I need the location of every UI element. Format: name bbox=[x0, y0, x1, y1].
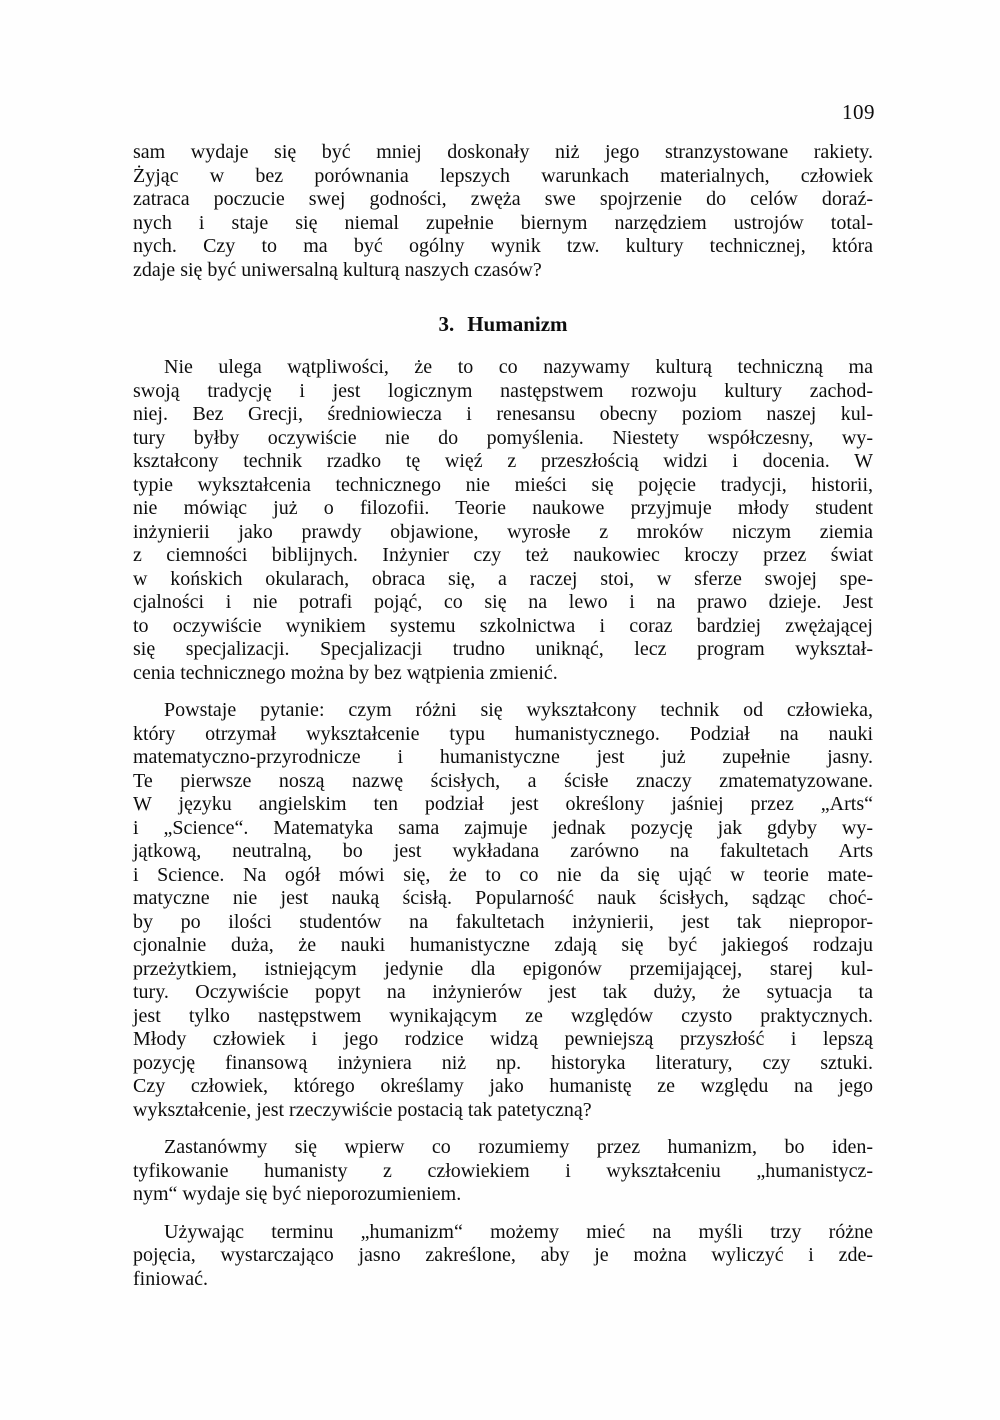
text-line: zdaje się być uniwersalną kulturą naszych czasów? bbox=[133, 258, 542, 281]
text-line: tyfikowanie humanisty z człowiekiem i wykształceniu „humanistycz- bbox=[133, 1159, 873, 1182]
text-line: w końskich okularach, obraca się, a raczej stoi, w sferze swojej spe- bbox=[133, 567, 873, 590]
text-line: finiować. bbox=[133, 1267, 208, 1290]
text-line: nych. Czy to ma być ogólny wynik tzw. kultury technicznej, która bbox=[133, 235, 873, 257]
text-line: Żyjąc w bez porównania lepszych warunkach materialnych, człowiek bbox=[133, 164, 873, 187]
text-column bbox=[133, 141, 873, 1291]
text-line: przeżytkiem, istniejącym jedynie dla epigonów przemijającej, starej kul- bbox=[133, 957, 873, 980]
page-number: 109 bbox=[842, 100, 875, 124]
paragraph bbox=[133, 1221, 873, 1292]
section-title: Humanizm bbox=[467, 312, 568, 336]
paragraph bbox=[133, 356, 873, 685]
intro-paragraph-host bbox=[133, 141, 873, 282]
text-line: cjalności i nie potrafi pojąć, co się na lewo i na prawo dzieje. Jest bbox=[133, 591, 873, 613]
text-line: inżynierii jako prawdy objawione, wyrosłe z mroków niczym ziemia bbox=[133, 520, 873, 543]
text-line: matematyczno-przyrodnicze i humanistyczne jest już zupełnie jasny. bbox=[133, 746, 873, 768]
text-line: i Science. Na ogół mówi się, że to co nie da się ująć w teorie mate- bbox=[133, 863, 873, 886]
text-line: niej. Bez Grecji, średniowiecza i renesansu obecny poziom naszej kul- bbox=[133, 403, 873, 425]
text-line: z ciemności biblijnych. Inżynier czy też naukowiec kroczy przez świat bbox=[133, 544, 873, 566]
text-line: jest tylko następstwem wynikającym ze względów czysto praktycznych. bbox=[133, 1004, 873, 1027]
text-line: Używając terminu „humanizm“ możemy mieć na myśli trzy różne bbox=[164, 1220, 873, 1243]
text-line: to oczywiście wynikiem systemu szkolnictwa i coraz bardziej zwężającej bbox=[133, 614, 873, 637]
paragraph bbox=[133, 141, 873, 282]
text-line: kształcony technik rzadko tę więź z przeszłością widzi i docenia. W bbox=[133, 450, 873, 472]
text-line: Nie ulega wątpliwości, że to co nazywamy kulturą techniczną ma bbox=[164, 356, 873, 378]
paragraph bbox=[133, 1136, 873, 1207]
text-line: się specjalizacji. Specjalizacji trudno uniknąć, lecz program wykształ- bbox=[133, 638, 873, 660]
text-line: Zastanówmy się wpierw co rozumiemy przez humanizm, bo iden- bbox=[164, 1136, 873, 1158]
text-line: wykształcenie, jest rzeczywiście postacią tak patetyczną? bbox=[133, 1098, 592, 1121]
text-line: pozycję finansową inżyniera niż np. historyka literatury, czy sztuki. bbox=[133, 1051, 873, 1074]
text-line: zatraca poczucie swej godności, zwęża swe spojrzenie do celów doraź- bbox=[133, 188, 873, 210]
text-line: i „Science“. Matematyka sama zajmuje jednak pozycję jak gdyby wy- bbox=[133, 816, 873, 839]
text-line: nym“ wydaje się być nieporozumieniem. bbox=[133, 1183, 462, 1205]
text-line: pojęcia, wystarczająco jasno zakreślone, aby je można wyliczyć i zde- bbox=[133, 1244, 873, 1266]
text-line: W języku angielskim ten podział jest określony jaśniej przez „Arts“ bbox=[133, 793, 873, 815]
text-line: tury. Oczywiście popyt na inżynierów jest tak duży, że sytuacja ta bbox=[133, 981, 873, 1003]
text-line: typie wykształcenia technicznego nie mieści się pojęcie tradycji, historii, bbox=[133, 473, 873, 496]
section-heading bbox=[133, 311, 873, 337]
text-line: Powstaje pytanie: czym różni się wykształcony technik od człowieka, bbox=[164, 699, 873, 721]
text-line: który otrzymał wykształcenie typu humanistycznego. Podział na nauki bbox=[133, 722, 873, 745]
text-line: Młody człowiek i jego rodzice widzą pewniejszą przyszłość i lepszą bbox=[133, 1028, 873, 1050]
text-line: matyczne nie jest nauką ścisłą. Popularność nauk ścisłych, sądząc choć- bbox=[133, 887, 873, 909]
text-line: cjonalnie duża, że nauki humanistyczne zdają się być jakiegoś rodzaju bbox=[133, 934, 873, 956]
section-number: 3. bbox=[438, 312, 455, 336]
text-line: sam wydaje się być mniej doskonały niż jego stranzystowane rakiety. bbox=[133, 141, 873, 163]
text-line: nych i staje się niemal zupełnie biernym narzędziem ustrojów total- bbox=[133, 211, 873, 234]
section-paragraphs-host bbox=[133, 356, 873, 1291]
text-line: swoją tradycję i jest logicznym następstwem rozwoju kultury zachod- bbox=[133, 379, 873, 402]
text-line: jątkową, neutralną, bo jest wykładana zarówno na fakultetach Arts bbox=[133, 840, 873, 862]
text-line: tury byłby oczywiście nie do pomyślenia. Niestety współczesny, wy- bbox=[133, 426, 873, 449]
text-line: cenia technicznego można by bez wątpienia zmienić. bbox=[133, 661, 558, 684]
text-line: by po ilości studentów na fakultetach inżynierii, jest tak niepropor- bbox=[133, 910, 873, 933]
paragraph bbox=[133, 699, 873, 1122]
text-line: Te pierwsze noszą nazwę ścisłych, a ścisłe znaczy zmatematyzowane. bbox=[133, 769, 873, 792]
text-line: Czy człowiek, którego określamy jako humanistę ze względu na jego bbox=[133, 1075, 873, 1097]
text-line: nie mówiąc już o filozofii. Teorie naukowe przyjmuje młody student bbox=[133, 497, 873, 519]
